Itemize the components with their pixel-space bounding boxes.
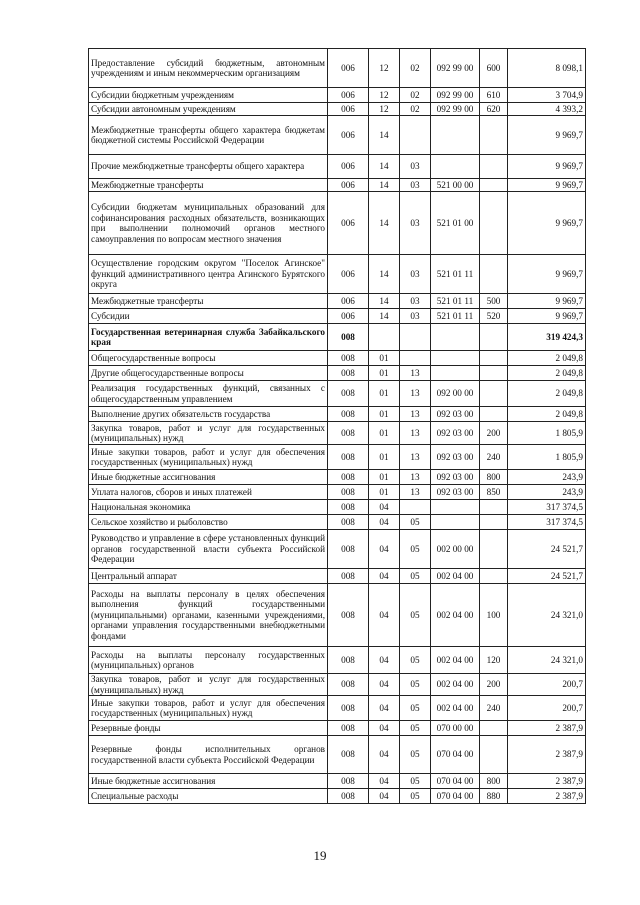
table-row [89,422,586,445]
row-target-article-cell: 521 01 11 [431,294,480,309]
table-row [89,192,586,255]
table-row [89,584,586,647]
row-expense-type-cell [480,155,508,179]
row-subsection-cell: 05 [400,721,431,736]
table-row [89,647,586,674]
row-name-cell: Резервные фонды [89,721,328,736]
row-section-cell: 04 [369,647,400,674]
row-name-cell: Реализация государственных функций, связанных с общегосударственным управлением [89,381,328,407]
row-subsection-cell: 13 [400,485,431,500]
row-admin-code-cell: 008 [328,736,369,774]
row-amount-cell: 3 704,9 [508,88,586,103]
row-section-cell: 04 [369,515,400,530]
row-amount-cell: 2 387,9 [508,774,586,789]
row-section-cell: 14 [369,116,400,155]
row-target-article-cell: 092 03 00 [431,485,480,500]
row-expense-type-cell [480,530,508,569]
row-expense-type-cell [480,179,508,192]
row-expense-type-cell: 200 [480,422,508,445]
row-admin-code-cell: 008 [328,774,369,789]
row-amount-cell: 1 805,9 [508,422,586,445]
row-target-article-cell: 070 04 00 [431,789,480,804]
row-target-article-cell: 092 99 00 [431,88,480,103]
row-expense-type-cell: 600 [480,49,508,88]
row-name-cell: Расходы на выплаты персоналу в целях обеспечения выполнения функций государственными (муниципальными) органами, казенными учреждениями, органами управления государственными внебюджетными фондами [89,584,328,647]
row-target-article-cell: 002 00 00 [431,530,480,569]
row-expense-type-cell [480,255,508,294]
row-amount-cell: 2 387,9 [508,789,586,804]
table-row [89,515,586,530]
row-admin-code-cell: 008 [328,515,369,530]
row-amount-cell: 9 969,7 [508,155,586,179]
row-section-cell: 01 [369,470,400,485]
row-target-article-cell: 092 03 00 [431,470,480,485]
row-amount-cell: 200,7 [508,674,586,696]
table-row [89,696,586,721]
row-amount-cell: 9 969,7 [508,179,586,192]
row-subsection-cell: 13 [400,470,431,485]
table-row [89,470,586,485]
row-amount-cell: 317 374,5 [508,515,586,530]
row-name-cell: Иные бюджетные ассигнования [89,774,328,789]
table-row [89,294,586,309]
row-subsection-cell: 13 [400,422,431,445]
row-name-cell: Субсидии бюджетам муниципальных образований для софинансирования расходных обязательств, возникающих при выполнении полномочий органов местного самоуправления по вопросам местного значения [89,192,328,255]
row-target-article-cell [431,515,480,530]
row-subsection-cell: 13 [400,381,431,407]
row-subsection-cell: 03 [400,155,431,179]
row-admin-code-cell: 006 [328,255,369,294]
row-section-cell: 14 [369,309,400,324]
row-expense-type-cell: 880 [480,789,508,804]
row-admin-code-cell: 008 [328,647,369,674]
row-target-article-cell: 092 00 00 [431,381,480,407]
row-amount-cell: 4 393,2 [508,103,586,116]
row-admin-code-cell: 006 [328,309,369,324]
row-target-article-cell: 002 04 00 [431,696,480,721]
row-admin-code-cell: 008 [328,674,369,696]
row-name-cell: Национальная экономика [89,500,328,515]
row-admin-code-cell: 006 [328,103,369,116]
row-section-cell: 01 [369,381,400,407]
row-admin-code-cell: 008 [328,445,369,470]
row-name-cell: Иные закупки товаров, работ и услуг для обеспечения государственных (муниципальных) нужд [89,696,328,721]
row-section-cell: 01 [369,422,400,445]
row-section-cell: 12 [369,103,400,116]
row-name-cell: Предоставление субсидий бюджетным, автономным учреждениям и иным некоммерческим организациям [89,49,328,88]
row-section-cell: 04 [369,696,400,721]
row-section-cell [369,324,400,351]
table-row [89,49,586,88]
row-target-article-cell: 521 01 11 [431,309,480,324]
row-amount-cell: 9 969,7 [508,116,586,155]
row-subsection-cell: 03 [400,294,431,309]
row-section-cell: 04 [369,569,400,584]
table-row [89,407,586,422]
table-row [89,324,586,351]
row-subsection-cell: 05 [400,647,431,674]
row-section-cell: 01 [369,351,400,366]
row-subsection-cell [400,351,431,366]
row-amount-cell: 1 805,9 [508,445,586,470]
row-expense-type-cell: 800 [480,470,508,485]
row-subsection-cell: 05 [400,569,431,584]
row-amount-cell: 319 424,3 [508,324,586,351]
row-admin-code-cell: 008 [328,569,369,584]
row-admin-code-cell: 008 [328,366,369,381]
table-row [89,155,586,179]
row-target-article-cell: 070 04 00 [431,736,480,774]
row-subsection-cell [400,324,431,351]
row-name-cell: Общегосударственные вопросы [89,351,328,366]
table-row [89,255,586,294]
row-name-cell: Субсидии автономным учреждениям [89,103,328,116]
row-target-article-cell [431,351,480,366]
table-row [89,721,586,736]
row-target-article-cell: 092 03 00 [431,422,480,445]
table-row [89,569,586,584]
row-amount-cell: 24 321,0 [508,647,586,674]
row-subsection-cell: 05 [400,789,431,804]
row-subsection-cell: 05 [400,515,431,530]
row-admin-code-cell: 008 [328,470,369,485]
row-target-article-cell: 070 04 00 [431,774,480,789]
row-section-cell: 12 [369,49,400,88]
table-row [89,774,586,789]
row-expense-type-cell [480,736,508,774]
row-name-cell: Субсидии бюджетным учреждениям [89,88,328,103]
row-admin-code-cell: 008 [328,500,369,515]
row-target-article-cell: 521 00 00 [431,179,480,192]
row-expense-type-cell: 240 [480,696,508,721]
row-name-cell: Закупка товаров, работ и услуг для государственных (муниципальных) нужд [89,422,328,445]
row-expense-type-cell: 500 [480,294,508,309]
table-row [89,351,586,366]
table-row [89,179,586,192]
row-target-article-cell [431,366,480,381]
row-expense-type-cell [480,324,508,351]
row-amount-cell: 2 387,9 [508,736,586,774]
row-admin-code-cell: 008 [328,696,369,721]
row-name-cell: Межбюджетные трансферты общего характера бюджетам бюджетной системы Российской Федерации [89,116,328,155]
row-section-cell: 14 [369,294,400,309]
row-amount-cell: 2 387,9 [508,721,586,736]
budget-table-body [89,49,586,804]
row-name-cell: Уплата налогов, сборов и иных платежей [89,485,328,500]
table-row [89,485,586,500]
row-section-cell: 01 [369,485,400,500]
row-amount-cell: 24 521,7 [508,530,586,569]
row-amount-cell: 9 969,7 [508,309,586,324]
row-section-cell: 04 [369,789,400,804]
table-row [89,445,586,470]
row-admin-code-cell: 008 [328,381,369,407]
row-subsection-cell: 05 [400,584,431,647]
row-name-cell: Государственная ветеринарная служба Забайкальского края [89,324,328,351]
row-expense-type-cell [480,192,508,255]
row-target-article-cell: 521 01 11 [431,255,480,294]
row-admin-code-cell: 006 [328,116,369,155]
table-row [89,674,586,696]
row-expense-type-cell [480,500,508,515]
row-name-cell: Межбюджетные трансферты [89,179,328,192]
table-row [89,88,586,103]
row-admin-code-cell: 006 [328,88,369,103]
row-amount-cell: 24 521,7 [508,569,586,584]
row-expense-type-cell: 520 [480,309,508,324]
row-subsection-cell: 13 [400,407,431,422]
row-section-cell: 14 [369,155,400,179]
row-amount-cell: 9 969,7 [508,294,586,309]
row-expense-type-cell: 100 [480,584,508,647]
table-row [89,116,586,155]
row-expense-type-cell [480,515,508,530]
row-target-article-cell: 070 00 00 [431,721,480,736]
page-number: 19 [313,848,327,863]
row-name-cell: Специальные расходы [89,789,328,804]
row-section-cell: 14 [369,179,400,192]
row-subsection-cell: 13 [400,366,431,381]
row-target-article-cell: 002 04 00 [431,584,480,647]
row-section-cell: 01 [369,445,400,470]
row-target-article-cell: 092 99 00 [431,49,480,88]
row-subsection-cell: 05 [400,696,431,721]
row-admin-code-cell: 006 [328,294,369,309]
row-admin-code-cell: 008 [328,584,369,647]
row-target-article-cell [431,500,480,515]
row-subsection-cell: 05 [400,774,431,789]
row-name-cell: Расходы на выплаты персоналу государственных (муниципальных) органов [89,647,328,674]
row-expense-type-cell: 620 [480,103,508,116]
row-subsection-cell: 02 [400,49,431,88]
row-admin-code-cell: 006 [328,155,369,179]
row-section-cell: 14 [369,192,400,255]
row-name-cell: Выполнение других обязательств государства [89,407,328,422]
row-target-article-cell [431,116,480,155]
row-amount-cell: 2 049,8 [508,366,586,381]
row-amount-cell: 8 098,1 [508,49,586,88]
row-expense-type-cell: 200 [480,674,508,696]
row-expense-type-cell: 240 [480,445,508,470]
row-section-cell: 14 [369,255,400,294]
row-name-cell: Межбюджетные трансферты [89,294,328,309]
budget-table [88,48,586,804]
row-expense-type-cell: 120 [480,647,508,674]
row-amount-cell: 243,9 [508,470,586,485]
row-admin-code-cell: 008 [328,530,369,569]
table-row [89,381,586,407]
row-admin-code-cell: 006 [328,179,369,192]
row-name-cell: Центральный аппарат [89,569,328,584]
row-section-cell: 04 [369,774,400,789]
row-section-cell: 04 [369,530,400,569]
row-expense-type-cell: 800 [480,774,508,789]
row-expense-type-cell: 610 [480,88,508,103]
table-row [89,366,586,381]
row-section-cell: 01 [369,407,400,422]
row-name-cell: Иные бюджетные ассигнования [89,470,328,485]
row-target-article-cell: 092 99 00 [431,103,480,116]
row-section-cell: 12 [369,88,400,103]
row-amount-cell: 200,7 [508,696,586,721]
row-section-cell: 04 [369,736,400,774]
row-target-article-cell [431,155,480,179]
row-subsection-cell: 13 [400,445,431,470]
row-admin-code-cell: 006 [328,192,369,255]
row-admin-code-cell: 008 [328,485,369,500]
table-row [89,309,586,324]
table-row [89,736,586,774]
table-row [89,103,586,116]
row-subsection-cell: 02 [400,88,431,103]
row-name-cell: Закупка товаров, работ и услуг для государственных (муниципальных) нужд [89,674,328,696]
row-admin-code-cell: 008 [328,789,369,804]
row-subsection-cell: 05 [400,674,431,696]
row-amount-cell: 9 969,7 [508,192,586,255]
row-amount-cell: 317 374,5 [508,500,586,515]
row-subsection-cell: 03 [400,179,431,192]
row-target-article-cell [431,324,480,351]
row-name-cell: Иные закупки товаров, работ и услуг для обеспечения государственных (муниципальных) нужд [89,445,328,470]
row-section-cell: 04 [369,674,400,696]
row-target-article-cell: 521 01 00 [431,192,480,255]
row-amount-cell: 2 049,8 [508,381,586,407]
row-subsection-cell: 03 [400,309,431,324]
row-expense-type-cell [480,569,508,584]
row-subsection-cell [400,116,431,155]
row-admin-code-cell: 008 [328,407,369,422]
row-subsection-cell: 02 [400,103,431,116]
budget-table-sheet [88,48,585,804]
row-target-article-cell: 002 04 00 [431,647,480,674]
row-name-cell: Осуществление городским округом "Поселок Агинское" функций административного центра Агинского Бурятского округа [89,255,328,294]
row-name-cell: Субсидии [89,309,328,324]
row-amount-cell: 2 049,8 [508,351,586,366]
row-expense-type-cell [480,366,508,381]
row-amount-cell: 2 049,8 [508,407,586,422]
row-subsection-cell [400,500,431,515]
row-admin-code-cell: 008 [328,351,369,366]
table-row [89,789,586,804]
row-subsection-cell: 03 [400,192,431,255]
row-target-article-cell: 002 04 00 [431,569,480,584]
row-admin-code-cell: 006 [328,49,369,88]
row-name-cell: Другие общегосударственные вопросы [89,366,328,381]
row-amount-cell: 24 321,0 [508,584,586,647]
row-admin-code-cell: 008 [328,422,369,445]
row-expense-type-cell: 850 [480,485,508,500]
row-target-article-cell: 002 04 00 [431,674,480,696]
row-name-cell: Прочие межбюджетные трансферты общего характера [89,155,328,179]
row-admin-code-cell: 008 [328,324,369,351]
row-expense-type-cell [480,116,508,155]
table-row [89,530,586,569]
row-target-article-cell: 092 03 00 [431,445,480,470]
row-amount-cell: 9 969,7 [508,255,586,294]
row-section-cell: 01 [369,366,400,381]
row-expense-type-cell [480,351,508,366]
row-admin-code-cell: 008 [328,721,369,736]
row-subsection-cell: 03 [400,255,431,294]
row-expense-type-cell [480,721,508,736]
row-subsection-cell: 05 [400,530,431,569]
row-section-cell: 04 [369,500,400,515]
row-name-cell: Сельское хозяйство и рыболовство [89,515,328,530]
row-expense-type-cell [480,407,508,422]
table-row [89,500,586,515]
row-amount-cell: 243,9 [508,485,586,500]
row-target-article-cell: 092 03 00 [431,407,480,422]
row-subsection-cell: 05 [400,736,431,774]
row-name-cell: Руководство и управление в сфере установленных функций органов государственной власти субъекта Российской Федерации [89,530,328,569]
row-section-cell: 04 [369,721,400,736]
row-expense-type-cell [480,381,508,407]
row-section-cell: 04 [369,584,400,647]
row-name-cell: Резервные фонды исполнительных органов государственной власти субъекта Российской Федерации [89,736,328,774]
